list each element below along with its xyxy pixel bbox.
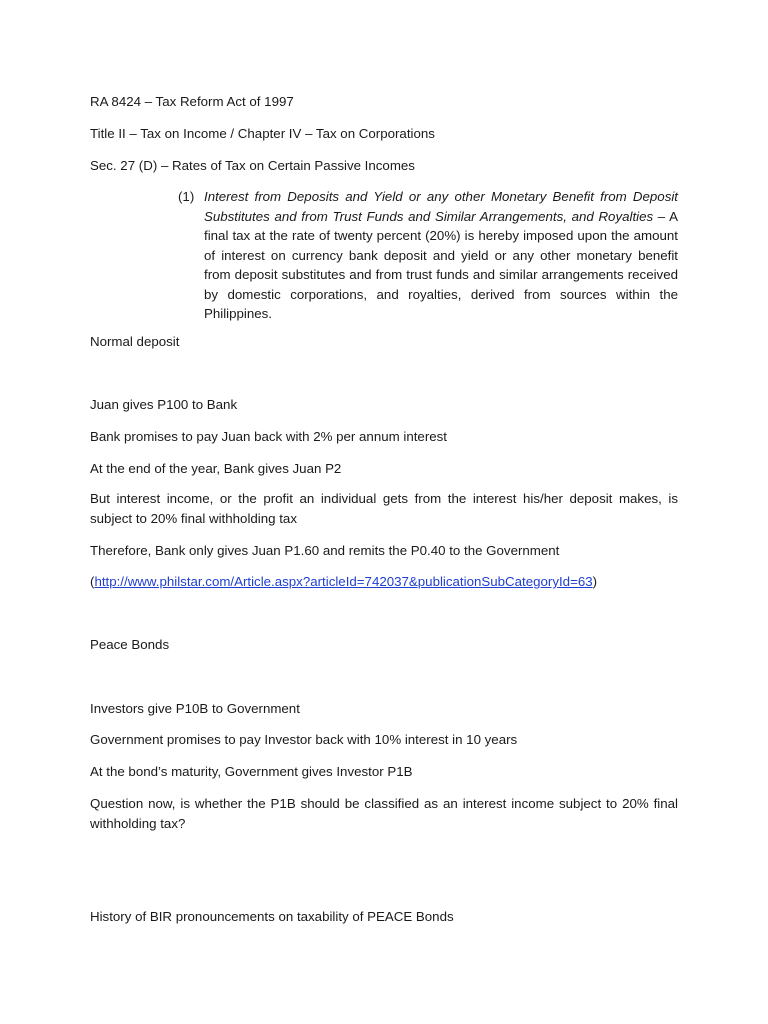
normal-deposit-line-3: At the end of the year, Bank gives Juan P2 [90,461,342,476]
normal-deposit-line-2: Bank promises to pay Juan back with 2% per annum interest [90,429,447,444]
provision-body [204,187,678,324]
normal-deposit-line-1: Juan gives P100 to Bank [90,397,238,412]
provision-title: Interest from Deposits and Yield or any other Monetary Benefit from Deposit Substitutes and from Trust Funds and Similar Arrangements, and Royalties – [204,189,678,224]
heading-section: Sec. 27 (D) – Rates of Tax on Certain Passive Incomes [90,158,415,173]
heading-title-chapter: Title II – Tax on Income / Chapter IV – Tax on Corporations [90,126,435,141]
peace-bonds-line-4: Question now, is whether the P1B should be classified as an interest income subject to 20% final withholding tax? [90,796,678,831]
provision-text: A final tax at the rate of twenty percent (20%) is hereby imposed upon the amount of interest on currency bank deposit and yield or any other monetary benefit from deposit substitutes and from trust funds and similar arrangements received by domestic corporations, and royalties, derived from sources within the Philippines. [204,208,679,321]
peace-bonds-line-3: At the bond’s maturity, Government gives Investor P1B [90,764,413,779]
source-link[interactable]: http://www.philstar.com/Article.aspx?articleId=742037&publicationSubCategoryId=63 [94,574,593,589]
normal-deposit-line-4: But interest income, or the profit an individual gets from the interest his/her deposit makes, is subject to 20% final withholding tax [90,491,678,526]
provision-number: (1) [178,189,195,204]
source-close-paren: ) [592,574,598,589]
peace-bonds-line-1: Investors give P10B to Government [90,701,300,716]
history-heading: History of BIR pronouncements on taxability of PEACE Bonds [90,909,454,924]
source-citation [90,572,678,591]
peace-bonds-line-2: Government promises to pay Investor back with 10% interest in 10 years [90,732,518,747]
heading-act: RA 8424 – Tax Reform Act of 1997 [90,94,294,109]
normal-deposit-label: Normal deposit [90,334,180,349]
provision-item [178,187,678,324]
peace-bonds-label: Peace Bonds [90,637,170,652]
normal-deposit-line-5: Therefore, Bank only gives Juan P1.60 and remits the P0.40 to the Government [90,543,560,558]
source-open-paren: ( [90,574,95,589]
